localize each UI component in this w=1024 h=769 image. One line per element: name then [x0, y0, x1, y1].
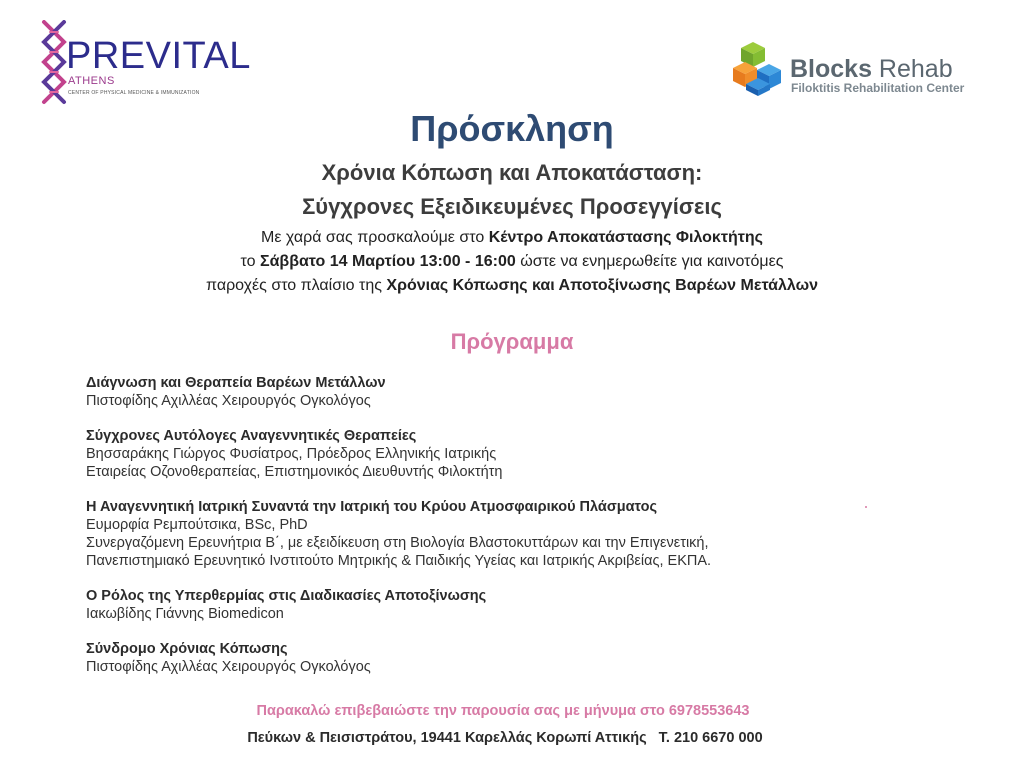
- decorative-dot: [865, 506, 867, 508]
- prevital-logo: [40, 20, 251, 115]
- program-item: [86, 587, 986, 623]
- program-item-speaker: Βησσαράκης Γιώργος Φυσίατρος, Πρόεδρος Ελληνικής Ιατρικής: [86, 446, 497, 462]
- intro-line-1: [0, 229, 1024, 247]
- intro-line-3: [0, 277, 1024, 295]
- blocks-cubes-icon: [733, 40, 783, 96]
- program-item-speaker: Πιστοφίδης Αχιλλέας Χειρουργός Ογκολόγος: [86, 393, 371, 409]
- blocks-rehab-logo: [733, 40, 1003, 100]
- venue-address: Πεύκων & Πεισιστράτου, 19441 Καρελλάς Κορωπί Αττικής: [247, 730, 647, 746]
- program-item-speaker-detail: Πανεπιστημιακό Ερευνητικό Ινστιτούτο Μητρικής & Παιδικής Υγείας και Ιατρικής Ακριβείας, ΕΚΠΑ.: [86, 553, 712, 569]
- program-item-title: Η Αναγεννητική Ιατρική Συναντά την Ιατρική του Κρύου Ατμοσφαιρικού Πλάσματος: [86, 499, 657, 515]
- program-item: [86, 640, 986, 676]
- intro-text: το: [240, 253, 260, 270]
- program-item-speaker-detail: Εταιρείας Οζονοθεραπείας, Επιστημονικός Διευθυντής Φιλοκτήτη: [86, 464, 503, 480]
- event-subtitle-line1: Χρόνια Κόπωση και Αποκατάσταση:: [321, 160, 703, 185]
- event-subtitle-line2: Σύγχρονες Εξειδικευμένες Προσεγγίσεις: [302, 194, 722, 219]
- event-topic: Χρόνιας Κόπωσης και Αποτοξίνωσης Βαρέων Μετάλλων: [386, 277, 818, 294]
- program-item: [86, 427, 986, 481]
- program-item-speaker: Ιακωβίδης Γιάννης Biomedicon: [86, 606, 284, 622]
- program-item-title: Σύνδρομο Χρόνιας Κόπωσης: [86, 641, 288, 657]
- prevital-tagline: CENTER OF PHYSICAL MEDICINE & IMMUNIZATION: [68, 90, 200, 96]
- venue-name: Κέντρο Αποκατάστασης Φιλοκτήτης: [488, 229, 763, 246]
- blocks-brand-light: Rehab: [871, 55, 953, 83]
- program-item-speaker: Ευμορφία Ρεμπούτσικα, BSc, PhD: [86, 517, 308, 533]
- program-item: [86, 498, 986, 570]
- rsvp-note: Παρακαλώ επιβεβαιώστε την παρουσία σας με μήνυμα στο 6978553643: [256, 703, 750, 719]
- program-item-speaker-detail: Συνεργαζόμενη Ερευνήτρια Β΄, με εξειδίκευση στη Βιολογία Βλαστοκυττάρων και την Επιγενετική,: [86, 535, 709, 551]
- blocks-subtitle: Filoktitis Rehabilitation Center: [791, 81, 965, 95]
- program-heading: Πρόγραμμα: [450, 329, 574, 354]
- venue-phone: Τ. 210 6670 000: [658, 730, 763, 746]
- program-item: [86, 374, 986, 410]
- prevital-brand-text: PREVITAL: [66, 35, 251, 77]
- program-item-title: Ο Ρόλος της Υπερθερμίας στις Διαδικασίες Αποτοξίνωσης: [86, 588, 487, 604]
- invitation-title: Πρόσκληση: [410, 108, 614, 149]
- program-item-title: Διάγνωση και Θεραπεία Βαρέων Μετάλλων: [86, 375, 386, 391]
- program-item-speaker: Πιστοφίδης Αχιλλέας Χειρουργός Ογκολόγος: [86, 659, 371, 675]
- intro-line-2: [0, 253, 1024, 271]
- venue-address-line: [0, 730, 1010, 746]
- program-list: [86, 374, 986, 693]
- event-date-time: Σάββατο 14 Μαρτίου 13:00 - 16:00: [259, 253, 516, 270]
- intro-text: ώστε να ενημερωθείτε για καινοτόμες: [515, 253, 784, 270]
- blocks-brand-text: [790, 55, 953, 83]
- program-item-title: Σύγχρονες Αυτόλογες Αναγεννητικές Θεραπείες: [86, 428, 417, 444]
- prevital-city-text: ATHENS: [68, 75, 115, 87]
- blocks-brand-bold: Blocks: [790, 55, 872, 83]
- intro-text: παροχές στο πλαίσιο της: [206, 277, 387, 294]
- intro-text: Με χαρά σας προσκαλούμε στο: [261, 229, 489, 246]
